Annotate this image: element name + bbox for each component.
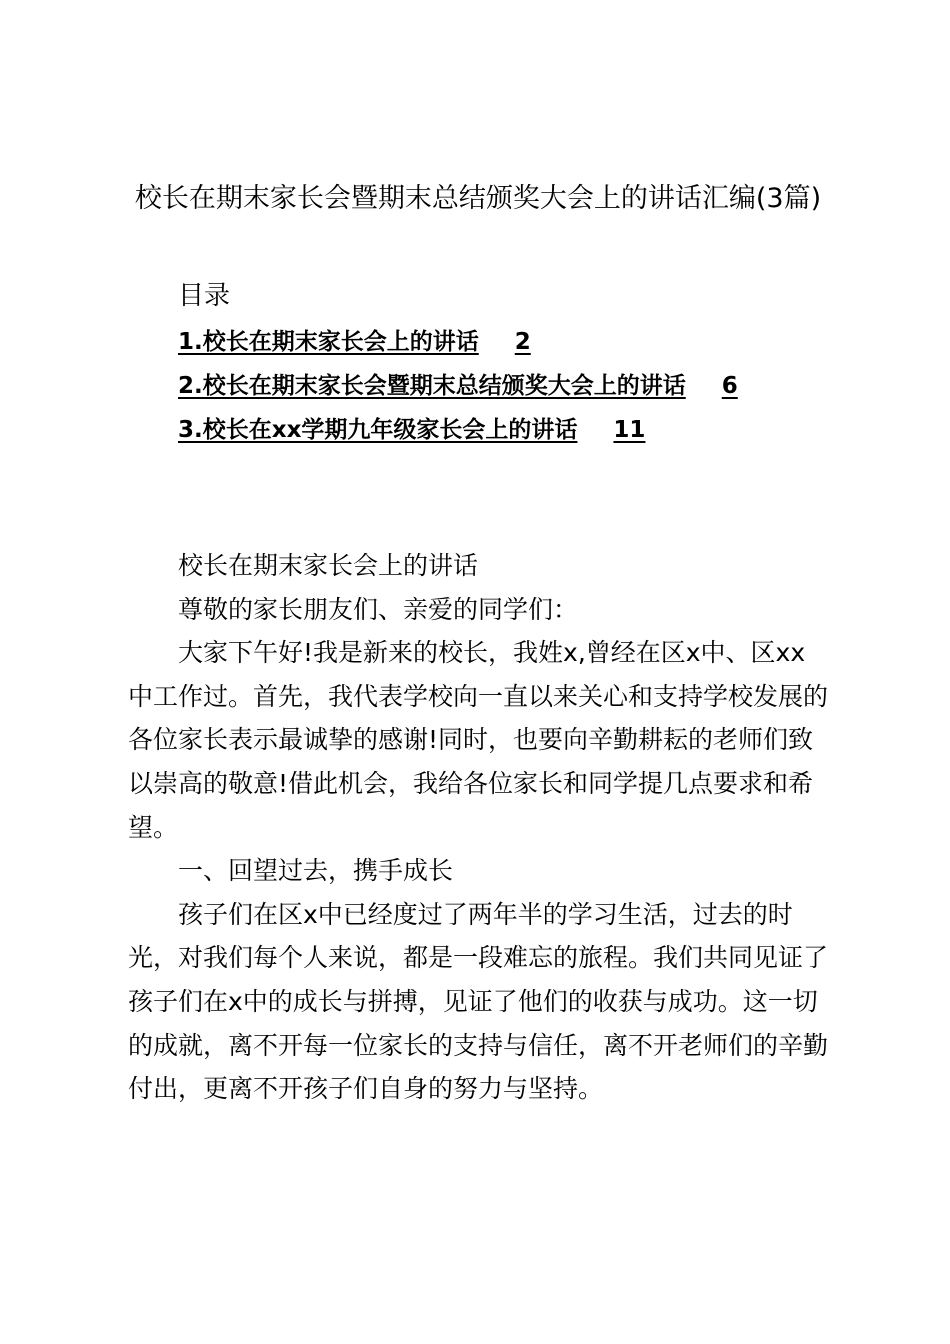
toc-item-page: 6 [721, 373, 738, 399]
body-paragraph: 大家下午好!我是新来的校长，我姓x,曾经在区x中、区xx中工作过。首先，我代表学校向一直以来关心和支持学校发展的各位家长表示最诚挚的感谢!同时，也要向辛勤耕耘的老师们致以崇高的敬意!借此机会，我给各位家长和同学提几点要求和希望。 [128, 638, 829, 842]
section-title: 校长在期末家长会上的讲话 [178, 551, 479, 580]
toc-item-label: 1.校长在期末家长会上的讲话 [178, 329, 479, 355]
toc-item-page: 11 [613, 417, 646, 443]
table-of-contents [178, 322, 818, 454]
toc-item-1[interactable] [178, 322, 818, 366]
toc-heading: 目录 [178, 281, 231, 311]
document-title: 校长在期末家长会暨期末总结颁奖大会上的讲话汇编(3篇) [134, 183, 822, 214]
toc-item-page: 2 [514, 329, 531, 355]
section-heading: 一、回望过去，携手成长 [178, 856, 454, 886]
toc-item-label: 3.校长在xx学期九年级家长会上的讲话 [178, 417, 578, 443]
toc-item-2[interactable] [178, 366, 818, 410]
body-paragraph: 孩子们在区x中已经度过了两年半的学习生活，过去的时光，对我们每个人来说，都是一段难忘的旅程。我们共同见证了孩子们在x中的成长与拼搏，见证了他们的收获与成功。这一切的成就，离不开每一位家长的支持与信任，离不开老师们的辛勤付出，更离不开孩子们自身的努力与坚持。 [128, 899, 829, 1104]
salutation: 尊敬的家长朋友们、亲爱的同学们： [178, 594, 579, 624]
toc-item-3[interactable] [178, 410, 818, 454]
toc-item-label: 2.校长在期末家长会暨期末总结颁奖大会上的讲话 [178, 373, 686, 399]
document-body [128, 544, 828, 1111]
